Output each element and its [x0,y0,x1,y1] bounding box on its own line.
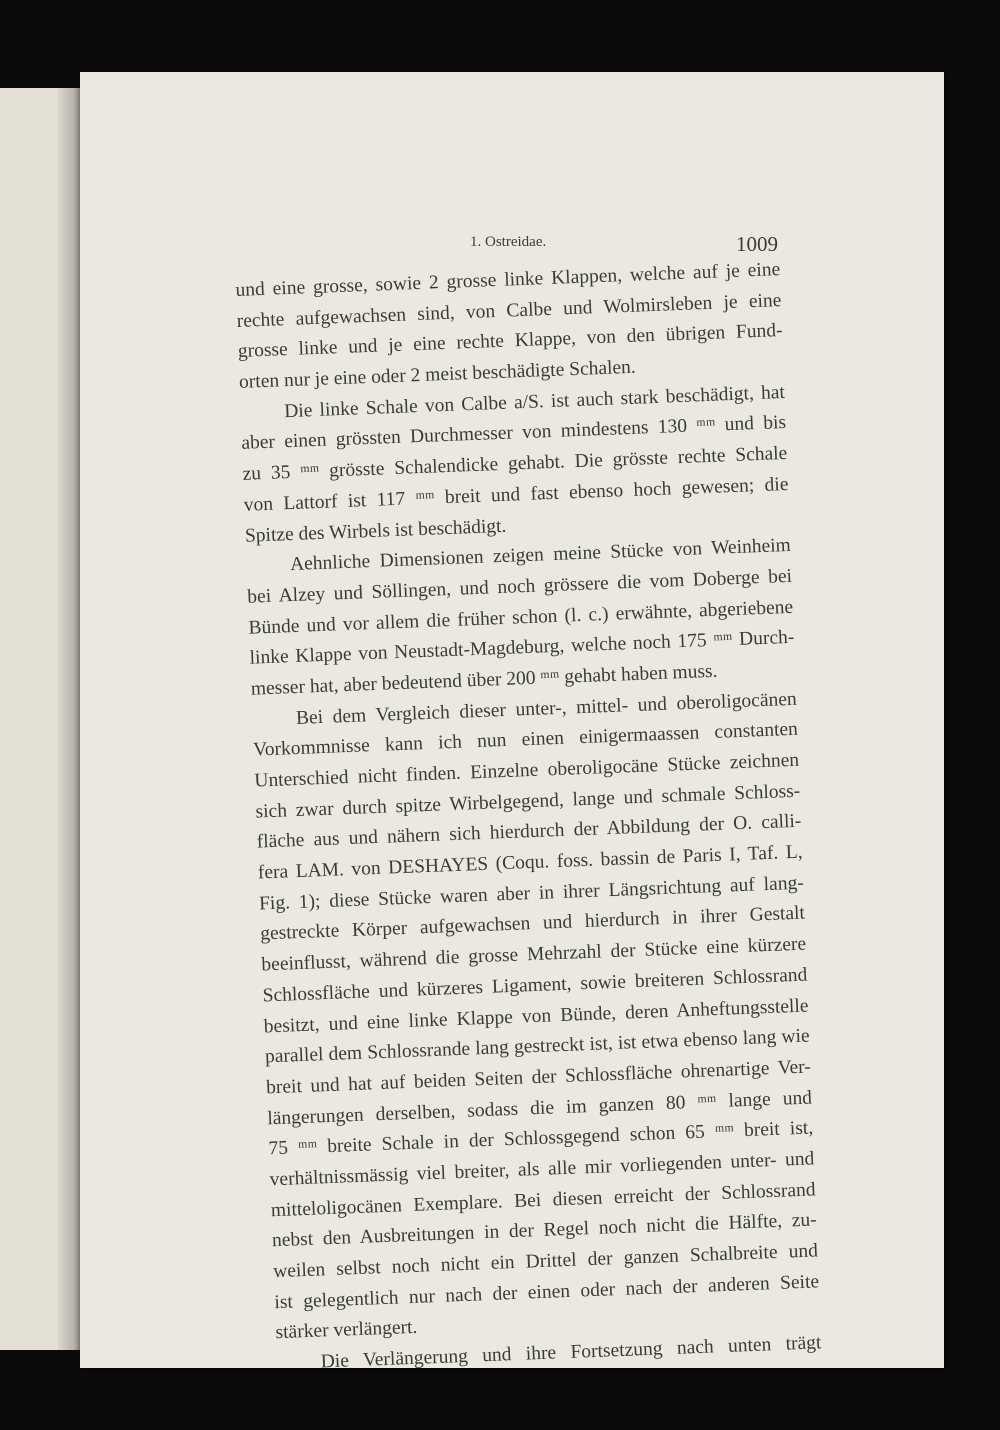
text-line: ist gelegentlich nur nach der einen oder nach der anderen Seite [274,1271,820,1313]
text-line: orten nur je eine oder 2 meist beschädigte Schalen. [238,356,637,393]
text-line: fläche aus und nähern sich hierdurch der Abbildung der O. calli- [256,811,802,853]
text-line: Vorkommnisse kann ich nun einen einigermaassen constanten [252,719,799,761]
text-line: beeinflusst, während die grosse Mehrzahl der Stücke eine kürzere [261,933,807,976]
text-line: und eine grosse, sowie 2 grosse linke Klappen, welche auf je eine [235,259,781,301]
text-line: grosse linke und je eine rechte Klappe, von den übrigen Fund- [237,320,783,363]
text-line: linke Klappe von Neustadt-Magdeburg, welche noch 175 ᵐᵐ Durch- [249,627,795,669]
text-line: sich zwar durch spitze Wirbelgegend, lange und schmale Schloss- [255,780,801,823]
text-line: bei Alzey und Söllingen, und noch grössere die vom Doberge bei [246,565,793,608]
text-line: Schlossfläche und kürzeres Ligament, sowie breiteren Schlossrand [262,964,808,1007]
text-line: fera LAM. von DESHAYES (Coqu. foss. bassin de Paris I, Taf. L, [257,841,803,884]
text-line: parallel dem Schlossrande lang gestreckt ist, ist etwa ebenso lang wie [264,1025,811,1068]
text-line: längerungen derselben, sodass die im ganzen 80 ᵐᵐ lange und [266,1087,813,1129]
page-gutter [58,88,80,1350]
text-line: weilen selbst noch nicht ein Drittel der ganzen Schalbreite und [272,1240,819,1283]
book-page [80,72,944,1373]
body-text [235,255,822,1380]
text-line: Unterschied nicht finden. Einzelne oberoligocäne Stücke zeichnen [254,749,800,792]
text-line: rechte aufgewachsen sind, von Calbe und Wolmirsleben je eine [236,289,782,332]
text-line: messer hat, aber bedeutend über 200 ᵐᵐ gehabt haben muss. [250,660,718,700]
text-line: Spitze des Wirbels ist beschädigt. [244,515,507,547]
text-line: gestreckte Körper aufgewachsen und hierdurch in ihrer Gestalt [259,903,806,945]
text-line: Die linke Schale von Calbe a/S. ist auch stark beschädigt, hat [283,381,786,422]
text-line: nebst den Ausbreitungen in der Regel noch nicht die Hälfte, zu- [271,1209,818,1252]
text-line: stärker verlängert. [275,1317,418,1344]
text-line: Fig. 1); diese Stücke waren aber in ihrer Längsrichtung auf lang- [258,872,805,915]
text-line: Bünde und vor allem die früher schon (l. c.) erwähnte, abgeriebene [248,596,794,639]
text-line: Die Verlängerung und ihre Fortsetzung nach unten trägt [320,1332,822,1373]
text-line: aber einen grössten Durchmesser von mindestens 130 ᵐᵐ und bis [241,412,787,455]
text-line: breit und hat auf beiden Seiten der Schlossfläche ohrenartige Ver- [265,1056,812,1099]
text-line: verhältnissmässig viel breiter, als alle mir vorliegenden unter- und [269,1148,815,1191]
text-line: Aehnliche Dimensionen zeigen meine Stücke von Weinheim [289,535,792,576]
page-number: 1009 [736,232,778,256]
running-head: 1. Ostreidae. [470,234,547,250]
text-line: mitteloligocänen Exemplare. Bei diesen erreicht der Schlossrand [270,1179,816,1221]
text-line: zu 35 ᵐᵐ grösste Schalendicke gehabt. Die grösste rechte Schale [242,443,788,485]
text-line: Bei dem Vergleich dieser unter-, mittel- und oberoligocänen [295,688,798,729]
text-line: von Lattorf ist 117 ᵐᵐ breit und fast ebenso hoch gewesen; die [243,473,789,516]
text-line: besitzt, und eine linke Klappe von Bünde, deren Anheftungsstelle [263,995,809,1037]
text-line: 75 ᵐᵐ breite Schale in der Schlossgegend schon 65 ᵐᵐ breit ist, [268,1117,814,1160]
